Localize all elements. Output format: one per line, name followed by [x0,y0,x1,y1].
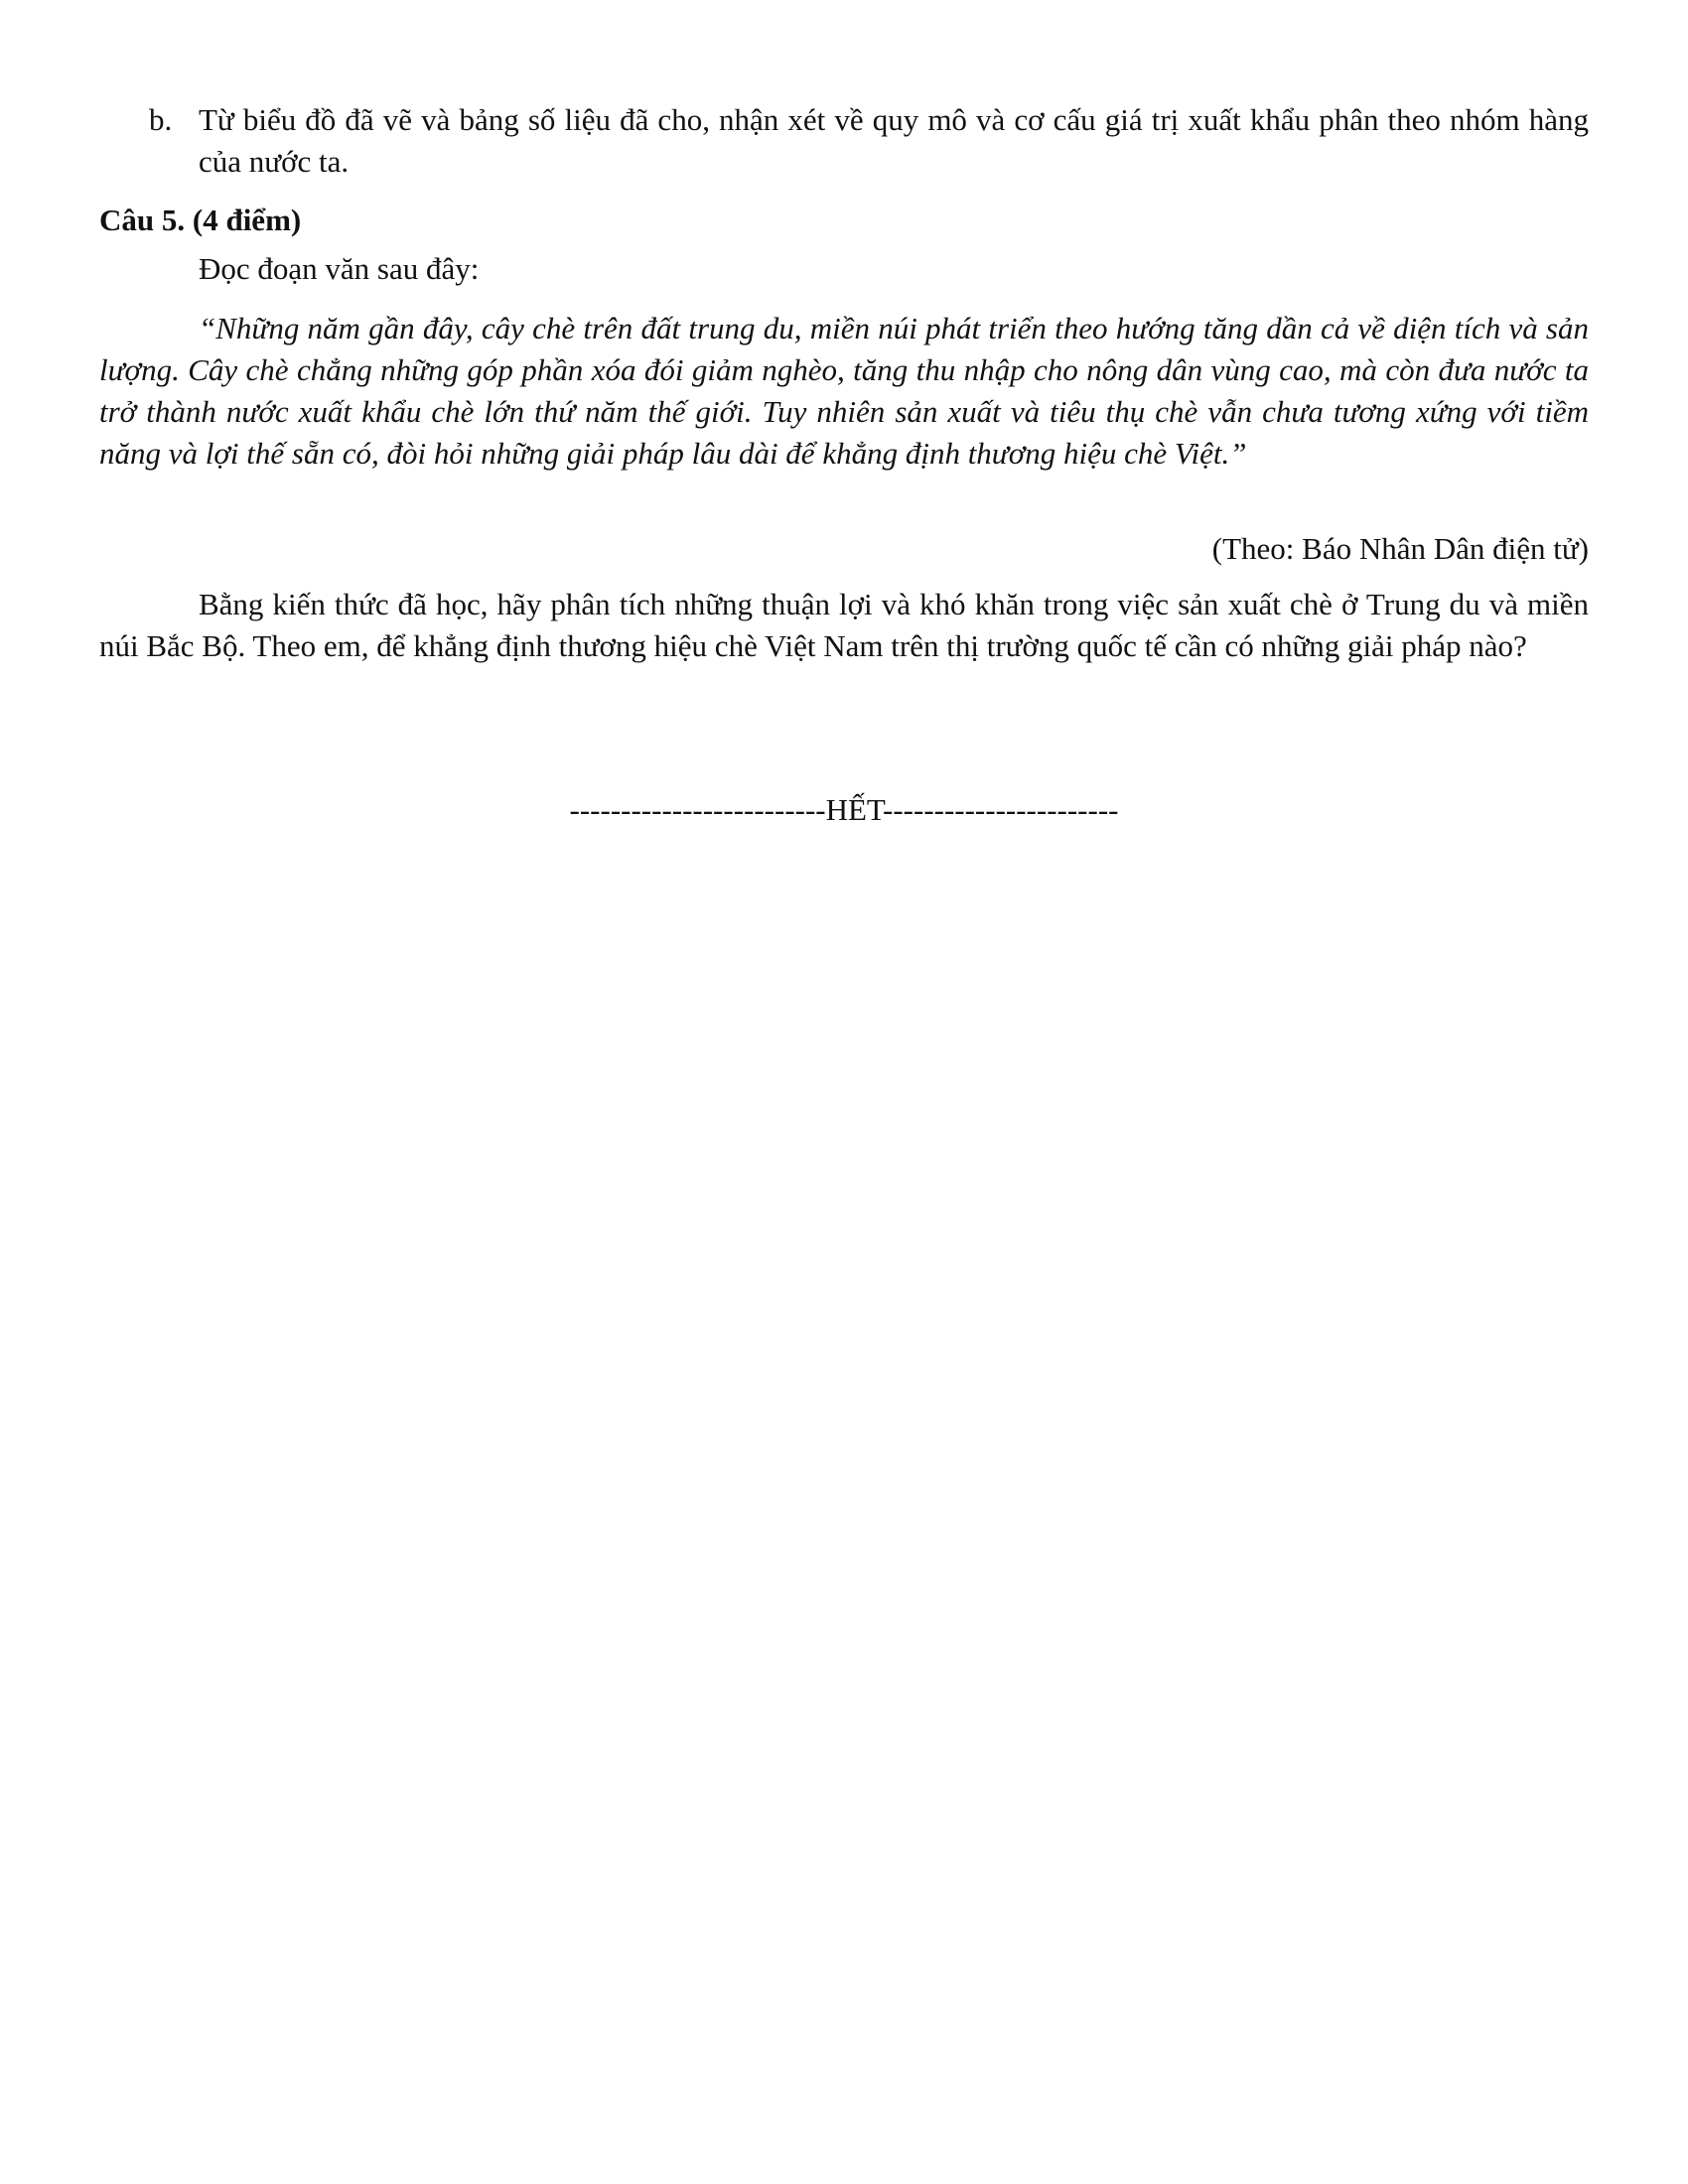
quoted-passage: “Những năm gần đây, cây chè trên đất trung du, miền núi phát triển theo hướng tăng dần cả về diện tích và sản lượng. Cây chè chẳng những góp phần xóa đói giảm nghèo, tăng thu nhập cho nông dân vùng cao, mà còn đưa nước ta trở thành nước xuất khẩu chè lớn thứ năm thế giới. Tuy nhiên sản xuất và tiêu thụ chè vẫn chưa tương xứng với tiềm năng và lợi thế sẵn có, đòi hỏi những giải pháp lâu dài để khẳng định thương hiệu chè Việt.” [99,311,1589,471]
question-5-task: Bằng kiến thức đã học, hãy phân tích những thuận lợi và khó khăn trong việc sản xuất chè ở Trung du và miền núi Bắc Bộ. Theo em, để khẳng định thương hiệu chè Việt Nam trên thị trường quốc tế cần có những giải pháp nào? [99,587,1589,663]
question-5-heading: Câu 5. (4 điểm) [99,203,302,237]
question-item-b [149,99,1589,183]
question-5-instruction: Đọc đoạn văn sau đây: [199,251,480,286]
quote-source: (Theo: Báo Nhân Dân điện tử) [1211,531,1589,566]
item-b-marker: b. [149,102,173,137]
item-b-text: Từ biểu đồ đã vẽ và bảng số liệu đã cho, nhận xét về quy mô và cơ cấu giá trị xuất khẩu phân theo nhóm hàng của nước ta. [199,102,1589,179]
end-of-exam-marker: -------------------------HẾT----------------------- [569,792,1119,827]
